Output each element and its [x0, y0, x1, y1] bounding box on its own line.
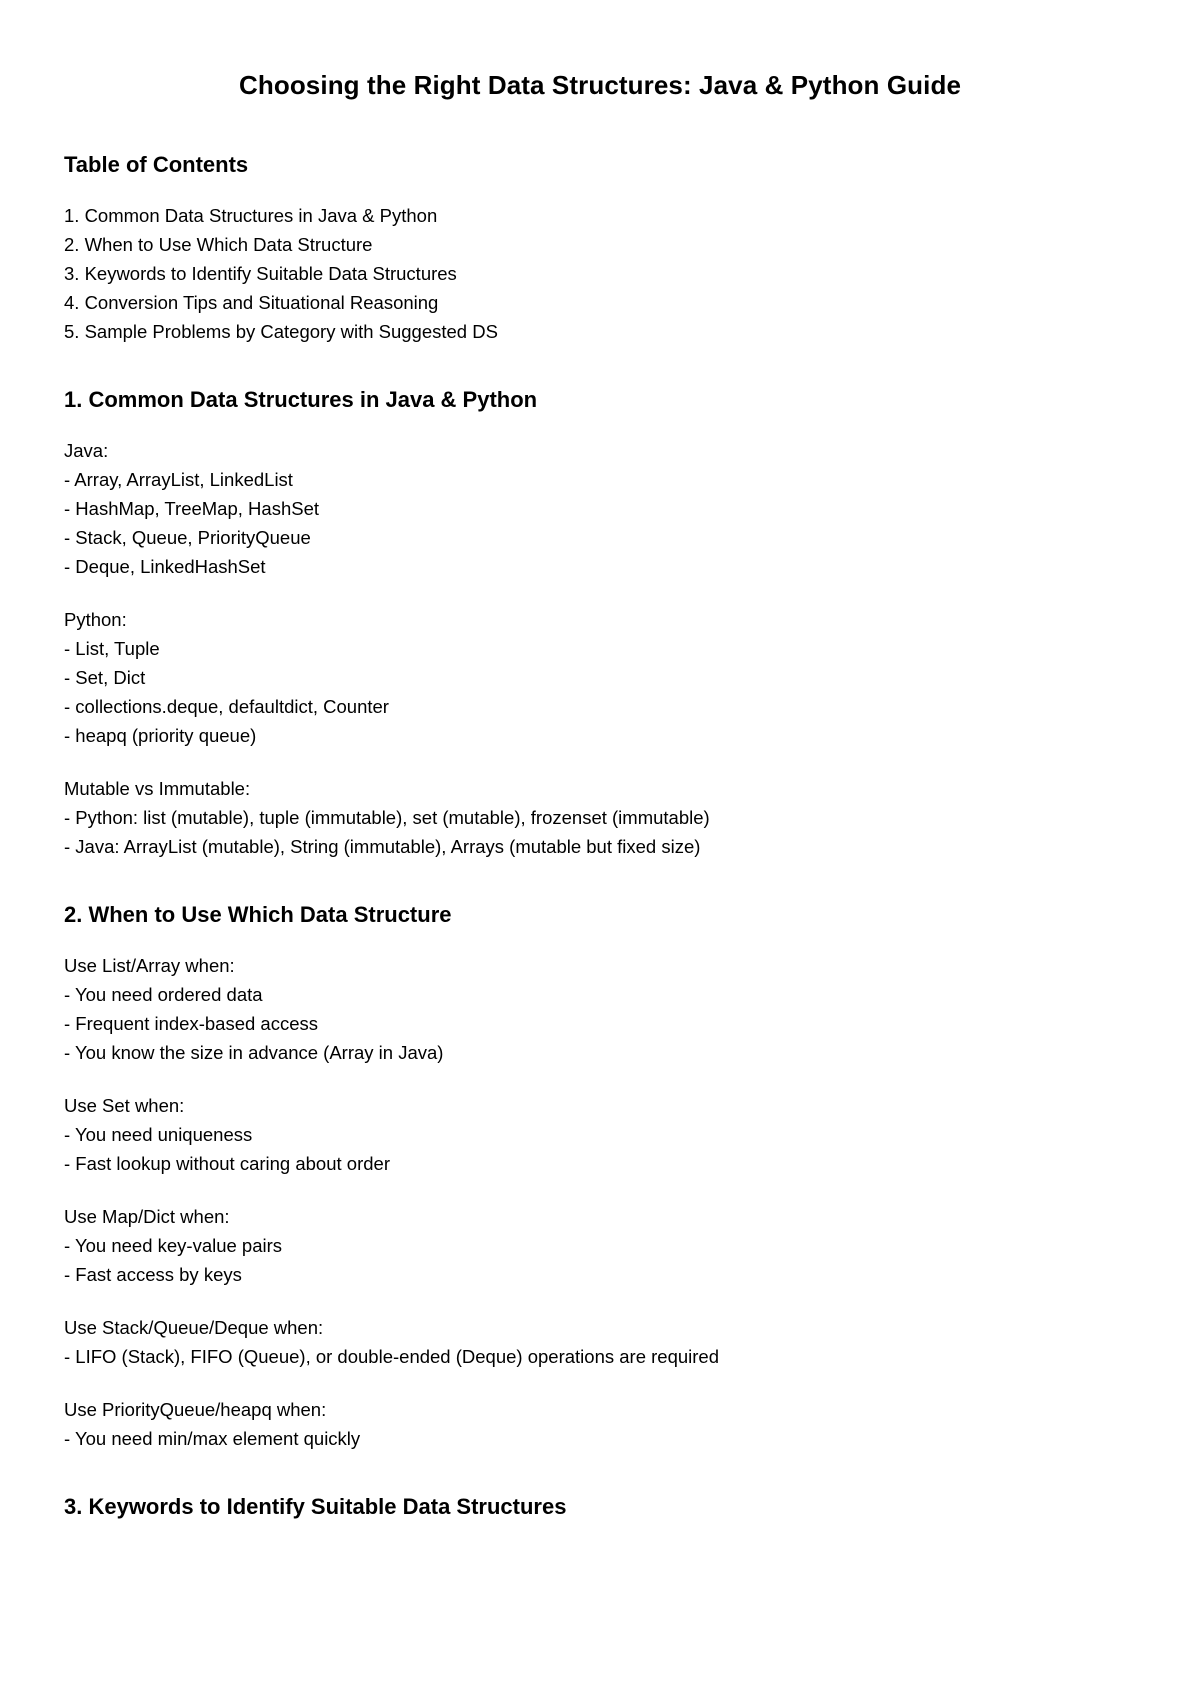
toc-heading: Table of Contents: [64, 152, 249, 177]
group-label: Use PriorityQueue/heapq when:: [64, 1399, 327, 1420]
list-item: - Java: ArrayList (mutable), String (immutable), Arrays (mutable but fixed size): [64, 836, 701, 857]
list-item: - You need ordered data: [64, 984, 263, 1005]
toc-list: [64, 201, 1136, 346]
group-label: Python:: [64, 609, 127, 630]
group-label: Use List/Array when:: [64, 955, 235, 976]
list-item: - Stack, Queue, PriorityQueue: [64, 527, 311, 548]
toc-item: 5. Sample Problems by Category with Suggested DS: [64, 321, 498, 342]
map-dict-usage-group: [64, 1202, 1136, 1289]
section-1-heading: 1. Common Data Structures in Java & Python: [64, 387, 538, 412]
priority-queue-usage-group: [64, 1395, 1136, 1453]
list-item: - Python: list (mutable), tuple (immutable), set (mutable), frozenset (immutable): [64, 807, 710, 828]
toc-item: 1. Common Data Structures in Java & Python: [64, 205, 438, 226]
list-item: - You need min/max element quickly: [64, 1428, 361, 1449]
list-item: - You need uniqueness: [64, 1124, 253, 1145]
toc-item: 2. When to Use Which Data Structure: [64, 234, 373, 255]
toc-item: 3. Keywords to Identify Suitable Data Structures: [64, 263, 457, 284]
list-item: - Fast access by keys: [64, 1264, 242, 1285]
toc-item: 4. Conversion Tips and Situational Reasoning: [64, 292, 439, 313]
list-item: - Fast lookup without caring about order: [64, 1153, 390, 1174]
list-item: - heapq (priority queue): [64, 725, 257, 746]
section-3-heading: 3. Keywords to Identify Suitable Data Structures: [64, 1494, 567, 1519]
list-item: - LIFO (Stack), FIFO (Queue), or double-ended (Deque) operations are required: [64, 1346, 719, 1367]
list-item: - Array, ArrayList, LinkedList: [64, 469, 293, 490]
list-item: - collections.deque, defaultdict, Counter: [64, 696, 389, 717]
mutability-group: [64, 774, 1136, 861]
group-label: Use Map/Dict when:: [64, 1206, 230, 1227]
list-array-usage-group: [64, 951, 1136, 1067]
group-label: Java:: [64, 440, 109, 461]
list-item: - You know the size in advance (Array in Java): [64, 1042, 444, 1063]
list-item: - Set, Dict: [64, 667, 146, 688]
stack-queue-usage-group: [64, 1313, 1136, 1371]
list-item: - Deque, LinkedHashSet: [64, 556, 266, 577]
group-label: Use Set when:: [64, 1095, 185, 1116]
list-item: - You need key-value pairs: [64, 1235, 283, 1256]
group-label: Mutable vs Immutable:: [64, 778, 251, 799]
list-item: - Frequent index-based access: [64, 1013, 318, 1034]
list-item: - HashMap, TreeMap, HashSet: [64, 498, 319, 519]
list-item: - List, Tuple: [64, 638, 160, 659]
group-label: Use Stack/Queue/Deque when:: [64, 1317, 324, 1338]
python-structures-group: [64, 605, 1136, 750]
java-structures-group: [64, 436, 1136, 581]
set-usage-group: [64, 1091, 1136, 1178]
document-title: Choosing the Right Data Structures: Java & Python Guide: [238, 70, 962, 100]
section-2-heading: 2. When to Use Which Data Structure: [64, 902, 452, 927]
